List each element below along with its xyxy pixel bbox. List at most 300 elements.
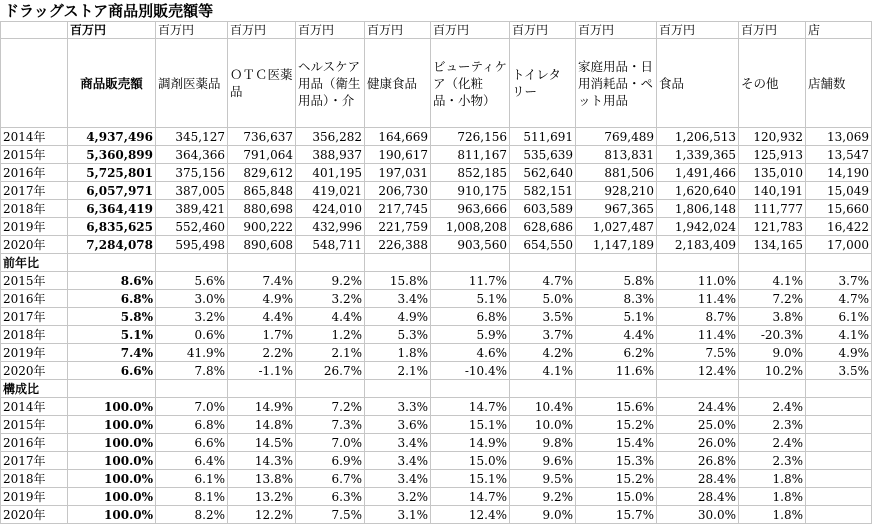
value-cell[interactable]: 10.0% bbox=[510, 416, 576, 434]
value-cell[interactable]: 595,498 bbox=[156, 236, 228, 254]
value-cell[interactable]: 12.4% bbox=[657, 362, 739, 380]
empty-cell[interactable] bbox=[156, 380, 228, 398]
empty-cell[interactable] bbox=[365, 380, 431, 398]
empty-cell[interactable] bbox=[296, 254, 365, 272]
value-cell[interactable]: 4.7% bbox=[806, 290, 872, 308]
value-cell[interactable]: 9.8% bbox=[510, 434, 576, 452]
value-cell[interactable]: 15.4% bbox=[576, 434, 657, 452]
column-header[interactable]: 食品 bbox=[657, 39, 739, 128]
empty-cell[interactable] bbox=[228, 254, 296, 272]
unit-cell[interactable]: 百万円 bbox=[576, 22, 657, 39]
value-cell[interactable]: 2.2% bbox=[228, 344, 296, 362]
value-cell[interactable]: 3.2% bbox=[156, 308, 228, 326]
value-cell[interactable]: 1,942,024 bbox=[657, 218, 739, 236]
value-cell[interactable]: 852,185 bbox=[431, 164, 510, 182]
value-cell[interactable]: 424,010 bbox=[296, 200, 365, 218]
value-cell[interactable]: 14.3% bbox=[228, 452, 296, 470]
value-cell[interactable]: 13.8% bbox=[228, 470, 296, 488]
value-cell[interactable]: 4.7% bbox=[510, 272, 576, 290]
value-cell[interactable]: 4,937,496 bbox=[68, 128, 156, 146]
year-cell[interactable]: 2016年 bbox=[1, 164, 68, 182]
value-cell[interactable]: 3.8% bbox=[739, 308, 806, 326]
value-cell[interactable]: 16,422 bbox=[806, 218, 872, 236]
value-cell[interactable]: 17,000 bbox=[806, 236, 872, 254]
value-cell[interactable]: 3.4% bbox=[365, 470, 431, 488]
empty-cell[interactable] bbox=[431, 380, 510, 398]
value-cell[interactable]: -10.4% bbox=[431, 362, 510, 380]
empty-cell[interactable] bbox=[739, 380, 806, 398]
value-cell[interactable]: 226,388 bbox=[365, 236, 431, 254]
value-cell[interactable]: 910,175 bbox=[431, 182, 510, 200]
unit-cell[interactable]: 店 bbox=[806, 22, 872, 39]
value-cell[interactable] bbox=[806, 470, 872, 488]
value-cell[interactable]: 13.2% bbox=[228, 488, 296, 506]
year-cell[interactable]: 2020年 bbox=[1, 236, 68, 254]
value-cell[interactable] bbox=[806, 488, 872, 506]
value-cell[interactable]: 7.2% bbox=[739, 290, 806, 308]
value-cell[interactable]: 3.1% bbox=[365, 506, 431, 524]
value-cell[interactable]: 2.1% bbox=[296, 344, 365, 362]
value-cell[interactable]: 100.0% bbox=[68, 470, 156, 488]
empty-cell[interactable] bbox=[156, 254, 228, 272]
value-cell[interactable]: 5.8% bbox=[576, 272, 657, 290]
value-cell[interactable]: 8.2% bbox=[156, 506, 228, 524]
value-cell[interactable]: 890,608 bbox=[228, 236, 296, 254]
value-cell[interactable]: 15.1% bbox=[431, 416, 510, 434]
value-cell[interactable]: 6.6% bbox=[68, 362, 156, 380]
value-cell[interactable]: 736,637 bbox=[228, 128, 296, 146]
value-cell[interactable]: 6,364,419 bbox=[68, 200, 156, 218]
value-cell[interactable]: 100.0% bbox=[68, 506, 156, 524]
unit-cell[interactable]: 百万円 bbox=[510, 22, 576, 39]
value-cell[interactable]: 7.2% bbox=[296, 398, 365, 416]
value-cell[interactable]: 3.4% bbox=[365, 434, 431, 452]
value-cell[interactable]: 2,183,409 bbox=[657, 236, 739, 254]
year-cell[interactable]: 2016年 bbox=[1, 434, 68, 452]
section-label[interactable]: 構成比 bbox=[1, 380, 68, 398]
value-cell[interactable]: 13,547 bbox=[806, 146, 872, 164]
value-cell[interactable]: 8.1% bbox=[156, 488, 228, 506]
value-cell[interactable]: 9.2% bbox=[510, 488, 576, 506]
value-cell[interactable]: 511,691 bbox=[510, 128, 576, 146]
column-header[interactable]: 健康食品 bbox=[365, 39, 431, 128]
value-cell[interactable]: 100.0% bbox=[68, 416, 156, 434]
value-cell[interactable]: 865,848 bbox=[228, 182, 296, 200]
value-cell[interactable]: 121,783 bbox=[739, 218, 806, 236]
value-cell[interactable]: 389,421 bbox=[156, 200, 228, 218]
empty-cell[interactable] bbox=[510, 254, 576, 272]
value-cell[interactable]: 880,698 bbox=[228, 200, 296, 218]
value-cell[interactable]: 0.6% bbox=[156, 326, 228, 344]
year-cell[interactable]: 2014年 bbox=[1, 128, 68, 146]
value-cell[interactable]: 28.4% bbox=[657, 470, 739, 488]
value-cell[interactable]: 13,069 bbox=[806, 128, 872, 146]
value-cell[interactable]: 3.6% bbox=[365, 416, 431, 434]
value-cell[interactable]: 9.6% bbox=[510, 452, 576, 470]
value-cell[interactable]: 15.7% bbox=[576, 506, 657, 524]
year-cell[interactable]: 2019年 bbox=[1, 344, 68, 362]
unit-cell-blank[interactable] bbox=[1, 22, 68, 39]
value-cell[interactable]: 3.7% bbox=[806, 272, 872, 290]
value-cell[interactable]: 1,008,208 bbox=[431, 218, 510, 236]
value-cell[interactable]: 5,725,801 bbox=[68, 164, 156, 182]
value-cell[interactable]: 12.2% bbox=[228, 506, 296, 524]
year-cell[interactable]: 2015年 bbox=[1, 272, 68, 290]
table-row bbox=[1, 452, 872, 470]
value-cell[interactable]: 6.8% bbox=[156, 416, 228, 434]
value-cell[interactable]: 7.0% bbox=[156, 398, 228, 416]
empty-cell[interactable] bbox=[657, 380, 739, 398]
value-cell[interactable]: 1,147,189 bbox=[576, 236, 657, 254]
value-cell[interactable]: 2.4% bbox=[739, 434, 806, 452]
value-cell[interactable]: 432,996 bbox=[296, 218, 365, 236]
year-cell[interactable]: 2014年 bbox=[1, 398, 68, 416]
value-cell[interactable]: 14.8% bbox=[228, 416, 296, 434]
table-row bbox=[1, 398, 872, 416]
value-cell[interactable]: 726,156 bbox=[431, 128, 510, 146]
value-cell[interactable]: 14,190 bbox=[806, 164, 872, 182]
value-cell[interactable]: 2.3% bbox=[739, 452, 806, 470]
value-cell[interactable]: 11.4% bbox=[657, 326, 739, 344]
year-cell[interactable]: 2017年 bbox=[1, 308, 68, 326]
value-cell[interactable]: 6.4% bbox=[156, 452, 228, 470]
sheet-title: ドラッグストア商品別販売額等 bbox=[4, 2, 214, 20]
value-cell[interactable]: 6.2% bbox=[576, 344, 657, 362]
value-cell[interactable]: 4.9% bbox=[806, 344, 872, 362]
value-cell[interactable]: 15.2% bbox=[576, 416, 657, 434]
column-header[interactable]: ヘルスケア用品（衛生用品）・介 bbox=[296, 39, 365, 128]
empty-cell[interactable] bbox=[576, 380, 657, 398]
value-cell[interactable]: 6,835,625 bbox=[68, 218, 156, 236]
value-cell[interactable]: 4.1% bbox=[739, 272, 806, 290]
value-cell[interactable]: 535,639 bbox=[510, 146, 576, 164]
value-cell[interactable]: 14.7% bbox=[431, 398, 510, 416]
empty-cell[interactable] bbox=[510, 380, 576, 398]
unit-cell[interactable]: 百万円 bbox=[68, 22, 156, 39]
value-cell[interactable]: 5,360,899 bbox=[68, 146, 156, 164]
value-cell[interactable]: 6.1% bbox=[806, 308, 872, 326]
value-cell[interactable]: 6.3% bbox=[296, 488, 365, 506]
value-cell[interactable]: 4.9% bbox=[228, 290, 296, 308]
value-cell[interactable]: 1.8% bbox=[739, 506, 806, 524]
value-cell[interactable]: 15,660 bbox=[806, 200, 872, 218]
value-cell[interactable]: 5.9% bbox=[431, 326, 510, 344]
value-cell[interactable]: -1.1% bbox=[228, 362, 296, 380]
unit-cell[interactable]: 百万円 bbox=[657, 22, 739, 39]
value-cell[interactable]: 4.4% bbox=[576, 326, 657, 344]
value-cell[interactable]: 1,027,487 bbox=[576, 218, 657, 236]
empty-cell[interactable] bbox=[576, 254, 657, 272]
value-cell[interactable]: 26.7% bbox=[296, 362, 365, 380]
value-cell[interactable]: 8.6% bbox=[68, 272, 156, 290]
value-cell[interactable]: 135,010 bbox=[739, 164, 806, 182]
table-row bbox=[1, 128, 872, 146]
value-cell[interactable]: 654,550 bbox=[510, 236, 576, 254]
value-cell[interactable]: 1,806,148 bbox=[657, 200, 739, 218]
value-cell[interactable]: 1,620,640 bbox=[657, 182, 739, 200]
value-cell[interactable]: 14.9% bbox=[431, 434, 510, 452]
empty-cell[interactable] bbox=[228, 380, 296, 398]
value-cell[interactable]: 4.1% bbox=[806, 326, 872, 344]
empty-cell[interactable] bbox=[431, 254, 510, 272]
value-cell[interactable]: 30.0% bbox=[657, 506, 739, 524]
value-cell[interactable]: 548,711 bbox=[296, 236, 365, 254]
value-cell[interactable]: 967,365 bbox=[576, 200, 657, 218]
value-cell[interactable]: 1,491,466 bbox=[657, 164, 739, 182]
value-cell[interactable]: 15.8% bbox=[365, 272, 431, 290]
table-row bbox=[1, 200, 872, 218]
empty-cell[interactable] bbox=[68, 380, 156, 398]
table-row bbox=[1, 218, 872, 236]
value-cell[interactable]: 903,560 bbox=[431, 236, 510, 254]
value-cell[interactable]: 2.3% bbox=[739, 416, 806, 434]
year-cell[interactable]: 2016年 bbox=[1, 290, 68, 308]
value-cell[interactable]: 134,165 bbox=[739, 236, 806, 254]
value-cell[interactable]: 5.3% bbox=[365, 326, 431, 344]
value-cell[interactable]: 12.4% bbox=[431, 506, 510, 524]
value-cell[interactable]: 9.0% bbox=[739, 344, 806, 362]
value-cell[interactable]: 356,282 bbox=[296, 128, 365, 146]
empty-cell[interactable] bbox=[806, 380, 872, 398]
value-cell[interactable]: 6,057,971 bbox=[68, 182, 156, 200]
value-cell[interactable]: 15,049 bbox=[806, 182, 872, 200]
value-cell[interactable]: 401,195 bbox=[296, 164, 365, 182]
value-cell[interactable]: 375,156 bbox=[156, 164, 228, 182]
value-cell[interactable] bbox=[806, 416, 872, 434]
column-header[interactable]: 商品販売額 bbox=[68, 39, 156, 128]
value-cell[interactable]: 100.0% bbox=[68, 488, 156, 506]
value-cell[interactable]: 6.8% bbox=[431, 308, 510, 326]
value-cell[interactable]: 7,284,078 bbox=[68, 236, 156, 254]
unit-cell[interactable]: 百万円 bbox=[431, 22, 510, 39]
value-cell[interactable]: 963,666 bbox=[431, 200, 510, 218]
value-cell[interactable]: 811,167 bbox=[431, 146, 510, 164]
value-cell[interactable]: 1,339,365 bbox=[657, 146, 739, 164]
value-cell[interactable]: 791,064 bbox=[228, 146, 296, 164]
value-cell[interactable]: 603,589 bbox=[510, 200, 576, 218]
table-row bbox=[1, 506, 872, 524]
value-cell[interactable]: 206,730 bbox=[365, 182, 431, 200]
value-cell[interactable]: 829,612 bbox=[228, 164, 296, 182]
unit-cell[interactable]: 百万円 bbox=[739, 22, 806, 39]
header-cell-blank[interactable] bbox=[1, 39, 68, 128]
column-header[interactable]: ＯＴＣ医薬品 bbox=[228, 39, 296, 128]
column-header[interactable]: その他 bbox=[739, 39, 806, 128]
value-cell[interactable]: 26.8% bbox=[657, 452, 739, 470]
value-cell[interactable]: 769,489 bbox=[576, 128, 657, 146]
value-cell[interactable]: 221,759 bbox=[365, 218, 431, 236]
unit-cell[interactable]: 百万円 bbox=[296, 22, 365, 39]
value-cell[interactable]: 1.8% bbox=[365, 344, 431, 362]
value-cell[interactable] bbox=[806, 398, 872, 416]
value-cell[interactable]: 6.6% bbox=[156, 434, 228, 452]
value-cell[interactable]: 4.4% bbox=[228, 308, 296, 326]
column-header[interactable]: 店舗数 bbox=[806, 39, 872, 128]
value-cell[interactable]: 1.8% bbox=[739, 470, 806, 488]
unit-cell[interactable]: 百万円 bbox=[156, 22, 228, 39]
value-cell[interactable]: 11.4% bbox=[657, 290, 739, 308]
value-cell[interactable]: 7.5% bbox=[657, 344, 739, 362]
value-cell[interactable]: 562,640 bbox=[510, 164, 576, 182]
value-cell[interactable]: 11.7% bbox=[431, 272, 510, 290]
value-cell[interactable]: 4.6% bbox=[431, 344, 510, 362]
value-cell[interactable]: 388,937 bbox=[296, 146, 365, 164]
value-cell[interactable]: 41.9% bbox=[156, 344, 228, 362]
value-cell[interactable]: 25.0% bbox=[657, 416, 739, 434]
value-cell[interactable]: 7.3% bbox=[296, 416, 365, 434]
table-row bbox=[1, 416, 872, 434]
value-cell[interactable]: 628,686 bbox=[510, 218, 576, 236]
year-cell[interactable]: 2018年 bbox=[1, 326, 68, 344]
value-cell[interactable]: 15.6% bbox=[576, 398, 657, 416]
value-cell[interactable]: 15.2% bbox=[576, 470, 657, 488]
section-label[interactable]: 前年比 bbox=[1, 254, 68, 272]
year-cell[interactable]: 2018年 bbox=[1, 200, 68, 218]
unit-row bbox=[1, 22, 872, 39]
value-cell[interactable]: 6.1% bbox=[156, 470, 228, 488]
empty-cell[interactable] bbox=[365, 254, 431, 272]
value-cell[interactable]: 1.2% bbox=[296, 326, 365, 344]
value-cell[interactable]: 190,617 bbox=[365, 146, 431, 164]
value-cell[interactable]: 3.5% bbox=[806, 362, 872, 380]
year-cell[interactable]: 2019年 bbox=[1, 488, 68, 506]
value-cell[interactable]: 4.9% bbox=[365, 308, 431, 326]
value-cell[interactable]: 5.0% bbox=[510, 290, 576, 308]
value-cell[interactable]: 100.0% bbox=[68, 434, 156, 452]
value-cell[interactable]: 14.7% bbox=[431, 488, 510, 506]
table-row bbox=[1, 308, 872, 326]
year-cell[interactable]: 2019年 bbox=[1, 218, 68, 236]
value-cell[interactable]: 813,831 bbox=[576, 146, 657, 164]
value-cell[interactable]: 7.4% bbox=[228, 272, 296, 290]
value-cell[interactable]: 5.1% bbox=[576, 308, 657, 326]
value-cell[interactable]: 387,005 bbox=[156, 182, 228, 200]
column-header[interactable]: ビューティケア（化粧品・小物） bbox=[431, 39, 510, 128]
unit-cell[interactable]: 百万円 bbox=[228, 22, 296, 39]
year-cell[interactable]: 2015年 bbox=[1, 416, 68, 434]
column-header[interactable]: 家庭用品・日用消耗品・ペット用品 bbox=[576, 39, 657, 128]
empty-cell[interactable] bbox=[806, 254, 872, 272]
unit-cell[interactable]: 百万円 bbox=[365, 22, 431, 39]
value-cell[interactable]: 28.4% bbox=[657, 488, 739, 506]
value-cell[interactable]: 1.7% bbox=[228, 326, 296, 344]
value-cell[interactable]: 14.9% bbox=[228, 398, 296, 416]
value-cell[interactable]: 15.3% bbox=[576, 452, 657, 470]
value-cell[interactable]: 1,206,513 bbox=[657, 128, 739, 146]
value-cell[interactable]: 9.2% bbox=[296, 272, 365, 290]
value-cell[interactable]: 3.2% bbox=[365, 488, 431, 506]
value-cell[interactable]: 125,913 bbox=[739, 146, 806, 164]
value-cell[interactable]: 15.0% bbox=[431, 452, 510, 470]
value-cell[interactable]: 3.0% bbox=[156, 290, 228, 308]
value-cell[interactable] bbox=[806, 452, 872, 470]
value-cell[interactable]: -20.3% bbox=[739, 326, 806, 344]
column-header[interactable]: 調剤医薬品 bbox=[156, 39, 228, 128]
table-row bbox=[1, 488, 872, 506]
value-cell[interactable]: 120,932 bbox=[739, 128, 806, 146]
value-cell[interactable]: 345,127 bbox=[156, 128, 228, 146]
value-cell[interactable]: 8.7% bbox=[657, 308, 739, 326]
value-cell[interactable]: 552,460 bbox=[156, 218, 228, 236]
value-cell[interactable]: 10.4% bbox=[510, 398, 576, 416]
value-cell[interactable]: 3.2% bbox=[296, 290, 365, 308]
value-cell[interactable]: 8.3% bbox=[576, 290, 657, 308]
value-cell[interactable]: 3.4% bbox=[365, 452, 431, 470]
empty-cell[interactable] bbox=[657, 254, 739, 272]
value-cell[interactable]: 3.7% bbox=[510, 326, 576, 344]
value-cell[interactable]: 3.3% bbox=[365, 398, 431, 416]
value-cell[interactable]: 364,366 bbox=[156, 146, 228, 164]
value-cell[interactable]: 419,021 bbox=[296, 182, 365, 200]
column-header[interactable]: トイレタリー bbox=[510, 39, 576, 128]
value-cell[interactable]: 9.5% bbox=[510, 470, 576, 488]
value-cell[interactable]: 4.2% bbox=[510, 344, 576, 362]
value-cell[interactable]: 24.4% bbox=[657, 398, 739, 416]
value-cell[interactable]: 11.0% bbox=[657, 272, 739, 290]
value-cell[interactable]: 100.0% bbox=[68, 452, 156, 470]
value-cell[interactable] bbox=[806, 506, 872, 524]
year-cell[interactable]: 2018年 bbox=[1, 470, 68, 488]
empty-cell[interactable] bbox=[739, 254, 806, 272]
value-cell[interactable]: 6.7% bbox=[296, 470, 365, 488]
value-cell[interactable]: 111,777 bbox=[739, 200, 806, 218]
value-cell[interactable]: 164,669 bbox=[365, 128, 431, 146]
value-cell[interactable]: 2.4% bbox=[739, 398, 806, 416]
value-cell[interactable]: 3.5% bbox=[510, 308, 576, 326]
year-cell[interactable]: 2017年 bbox=[1, 452, 68, 470]
value-cell[interactable]: 5.1% bbox=[68, 326, 156, 344]
value-cell[interactable]: 15.0% bbox=[576, 488, 657, 506]
value-cell[interactable]: 928,210 bbox=[576, 182, 657, 200]
value-cell[interactable]: 14.5% bbox=[228, 434, 296, 452]
value-cell[interactable]: 217,745 bbox=[365, 200, 431, 218]
empty-cell[interactable] bbox=[296, 380, 365, 398]
value-cell[interactable]: 100.0% bbox=[68, 398, 156, 416]
value-cell[interactable]: 881,506 bbox=[576, 164, 657, 182]
table-row bbox=[1, 236, 872, 254]
value-cell[interactable]: 6.9% bbox=[296, 452, 365, 470]
value-cell[interactable]: 15.1% bbox=[431, 470, 510, 488]
value-cell[interactable]: 7.0% bbox=[296, 434, 365, 452]
value-cell[interactable]: 6.8% bbox=[68, 290, 156, 308]
empty-cell[interactable] bbox=[68, 254, 156, 272]
value-cell[interactable]: 3.4% bbox=[365, 290, 431, 308]
value-cell[interactable]: 11.6% bbox=[576, 362, 657, 380]
value-cell[interactable]: 582,151 bbox=[510, 182, 576, 200]
year-cell[interactable]: 2017年 bbox=[1, 182, 68, 200]
value-cell[interactable]: 7.5% bbox=[296, 506, 365, 524]
value-cell[interactable]: 5.6% bbox=[156, 272, 228, 290]
year-cell[interactable]: 2015年 bbox=[1, 146, 68, 164]
value-cell[interactable]: 5.1% bbox=[431, 290, 510, 308]
value-cell[interactable] bbox=[806, 434, 872, 452]
value-cell[interactable]: 1.8% bbox=[739, 488, 806, 506]
value-cell[interactable]: 4.1% bbox=[510, 362, 576, 380]
value-cell[interactable]: 5.8% bbox=[68, 308, 156, 326]
value-cell[interactable]: 140,191 bbox=[739, 182, 806, 200]
value-cell[interactable]: 7.8% bbox=[156, 362, 228, 380]
value-cell[interactable]: 10.2% bbox=[739, 362, 806, 380]
value-cell[interactable]: 2.1% bbox=[365, 362, 431, 380]
year-cell[interactable]: 2020年 bbox=[1, 506, 68, 524]
value-cell[interactable]: 7.4% bbox=[68, 344, 156, 362]
value-cell[interactable]: 197,031 bbox=[365, 164, 431, 182]
value-cell[interactable]: 900,222 bbox=[228, 218, 296, 236]
year-cell[interactable]: 2020年 bbox=[1, 362, 68, 380]
value-cell[interactable]: 4.4% bbox=[296, 308, 365, 326]
value-cell[interactable]: 26.0% bbox=[657, 434, 739, 452]
value-cell[interactable]: 9.0% bbox=[510, 506, 576, 524]
